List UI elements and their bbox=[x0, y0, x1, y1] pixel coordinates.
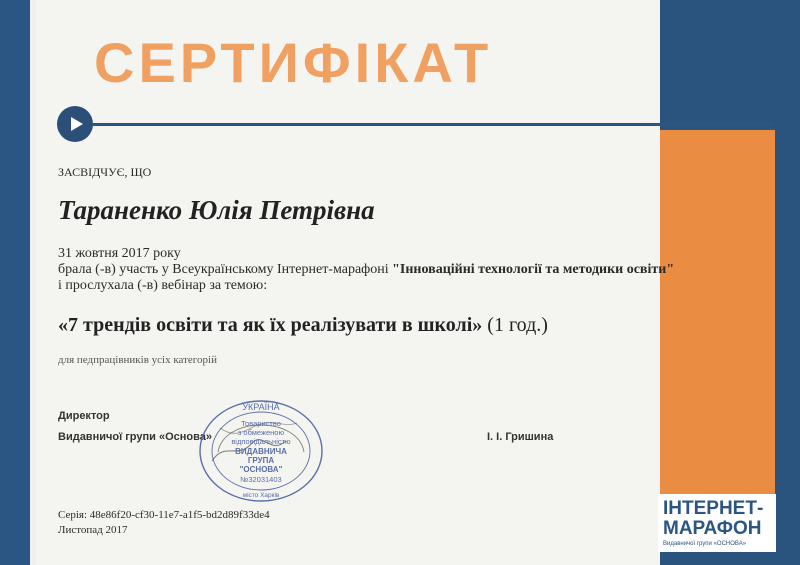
right-orange-band bbox=[660, 130, 775, 535]
seal-line-3: відповідальністю bbox=[231, 437, 291, 446]
certifies-label: ЗАСВІДЧУЄ, ЩО bbox=[58, 165, 152, 179]
logo-line-2: МАРАФОН bbox=[663, 518, 762, 539]
seal-country: УКРАЇНА bbox=[242, 402, 280, 412]
participation-prefix: брала (-в) участь у Всеукраїнському Інтернет-марафоні bbox=[58, 262, 393, 277]
logo-line-1: ІНТЕРНЕТ- bbox=[663, 498, 764, 519]
event-date: 31 жовтня 2017 року bbox=[58, 246, 181, 261]
logo-subtitle: Видавничої групи «ОСНОВА» bbox=[663, 541, 747, 547]
seal-city: місто Харків bbox=[242, 492, 280, 499]
issue-date: Листопад 2017 bbox=[58, 524, 128, 536]
webinar-title bbox=[58, 314, 548, 337]
certificate-title: СЕРТИФІКАТ bbox=[94, 31, 493, 94]
official-seal bbox=[194, 396, 328, 506]
seal-line-6: "ОСНОВА" bbox=[239, 465, 283, 474]
recipient-name: Тараненко Юлія Петрівна bbox=[58, 195, 375, 225]
title-rule bbox=[93, 123, 773, 126]
seal-line-5: ГРУПА bbox=[247, 456, 275, 465]
director-title: Директор bbox=[58, 410, 110, 422]
director-organization: Видавничої групи «Основа» bbox=[58, 431, 212, 443]
seal-code: №32031403 bbox=[240, 475, 282, 484]
participation-line bbox=[58, 262, 674, 278]
seal-line-4: ВИДАВНИЧА bbox=[235, 447, 287, 456]
webinar-hours: (1 год.) bbox=[482, 314, 548, 336]
seal-line-1: Товариство bbox=[241, 419, 281, 428]
marathon-name: "Інноваційні технології та методики освіти" bbox=[392, 262, 675, 277]
listened-text: і прослухала (-в) вебінар за темою: bbox=[58, 278, 268, 293]
left-blue-stripe bbox=[0, 0, 30, 565]
seal-line-2: з обмеженою bbox=[237, 428, 285, 437]
audience-note: для педпрацівників усіх категорій bbox=[58, 354, 217, 366]
signer-name: І. І. Гришина bbox=[487, 431, 554, 443]
certificate-serial: Серія: 48e86f20-cf30-11e7-a1f5-bd2d89f33de4 bbox=[58, 509, 270, 521]
play-icon bbox=[57, 106, 93, 142]
webinar-topic: «7 трендів освіти та як їх реалізувати в школі» bbox=[58, 314, 483, 336]
internet-marathon-logo bbox=[658, 494, 776, 552]
